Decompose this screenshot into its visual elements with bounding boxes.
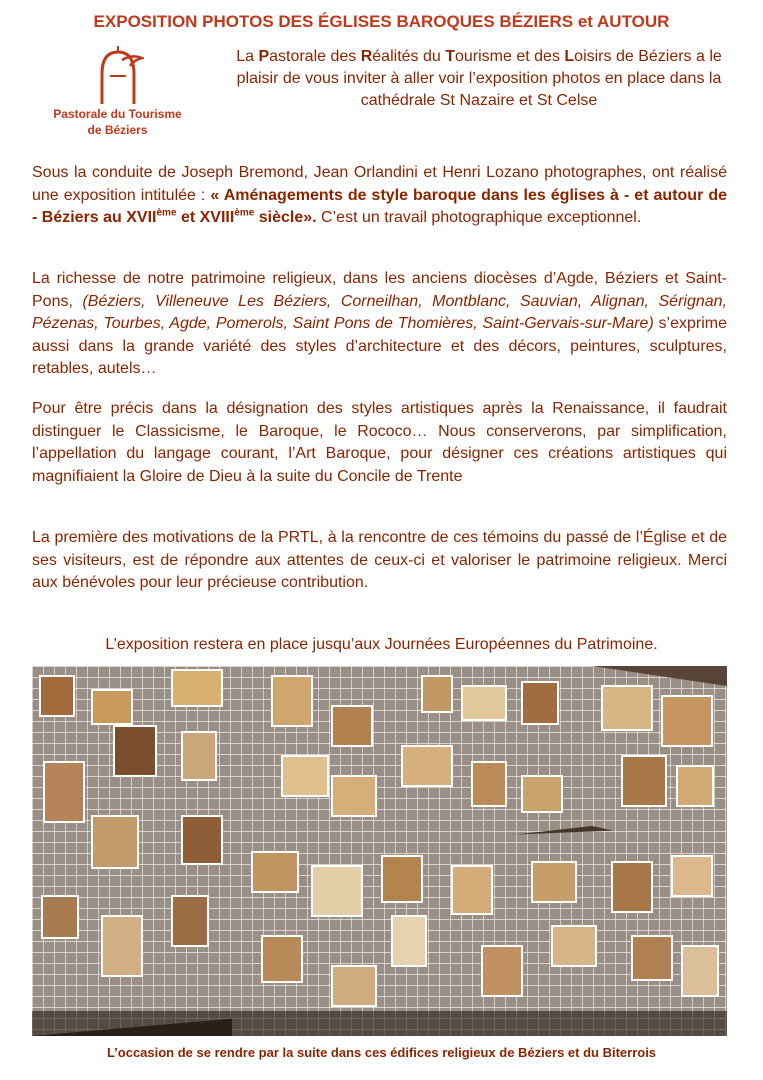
exhibition-photo-image [32, 666, 727, 1036]
paragraph-heritage: La richesse de notre patrimoine religieux, dans les anciens diocèses d’Agde, Béziers et Saint-Pons, (Béziers, Villeneuve Les Béziers, Corneilhan, Montblanc, Sauvian, Alignan, Sérignan, Pézenas, Tourbes, Agde, Pomerols, Saint Pons de Thomières, Saint-Gervais-sur-Mare) s’exprime aussi dans la grande variété des styles d’architecture et des décors, peintures, sculptures, retables, autels… [32, 270, 728, 378]
photo-caption: L’occasion de se rendre par la suite dans ces édifices religieux de Béziers et du Biterrois [106, 1045, 657, 1060]
paragraph-motivations: La première des motivations de la PRTL, à la rencontre de ces témoins du passé de l’Église et de ses visiteurs, est de répondre aux attentes de ceux-ci et valoriser le patrimoine religieux. Merci aux bénévoles pour leur précieuse contribution. [32, 529, 727, 592]
paragraph-styles: Pour être précis dans la désignation des styles artistiques après la Renaissance, il faudrait distinguer le Classicisme, le Baroque, le Rococo… Nous conserverons, par simplification, l’appellation du langage courant, l’Art Baroque, pour désigner ces créations artistiques qui magnifiaient la Gloire de Dieu à la suite du Concile de Trente [32, 400, 727, 485]
pastorale-logo [30, 44, 205, 144]
logo-text-line2: de Béziers [87, 123, 148, 137]
paragraph-exhibition: Sous la conduite de Joseph Bremond, Jean Orlandini et Henri Lozano photographes, ont réalisé une exposition intitulée : « Aménagements de style baroque dans les églises à - et autour de - Béziers au XVIIème et XVIIIème siècle». C’est un travail photographique exceptionnel. [32, 164, 727, 227]
logo-text-line1: Pastorale du Tourisme [53, 107, 182, 121]
church-bird-icon [92, 46, 144, 106]
closing-line: L’exposition restera en place jusqu’aux Journées Européennes du Patrimoine. [105, 636, 658, 653]
exhibition-photo [32, 666, 727, 1036]
intro-paragraph: La Pastorale des Réalités du Tourisme et des Loisirs de Béziers a le plaisir de vous inviter à aller voir l’exposition photos en place dans la cathédrale St Nazaire et St Celse [236, 48, 722, 109]
page-title: EXPOSITION PHOTOS DES ÉGLISES BAROQUES BÉZIERS et AUTOUR [93, 12, 670, 31]
